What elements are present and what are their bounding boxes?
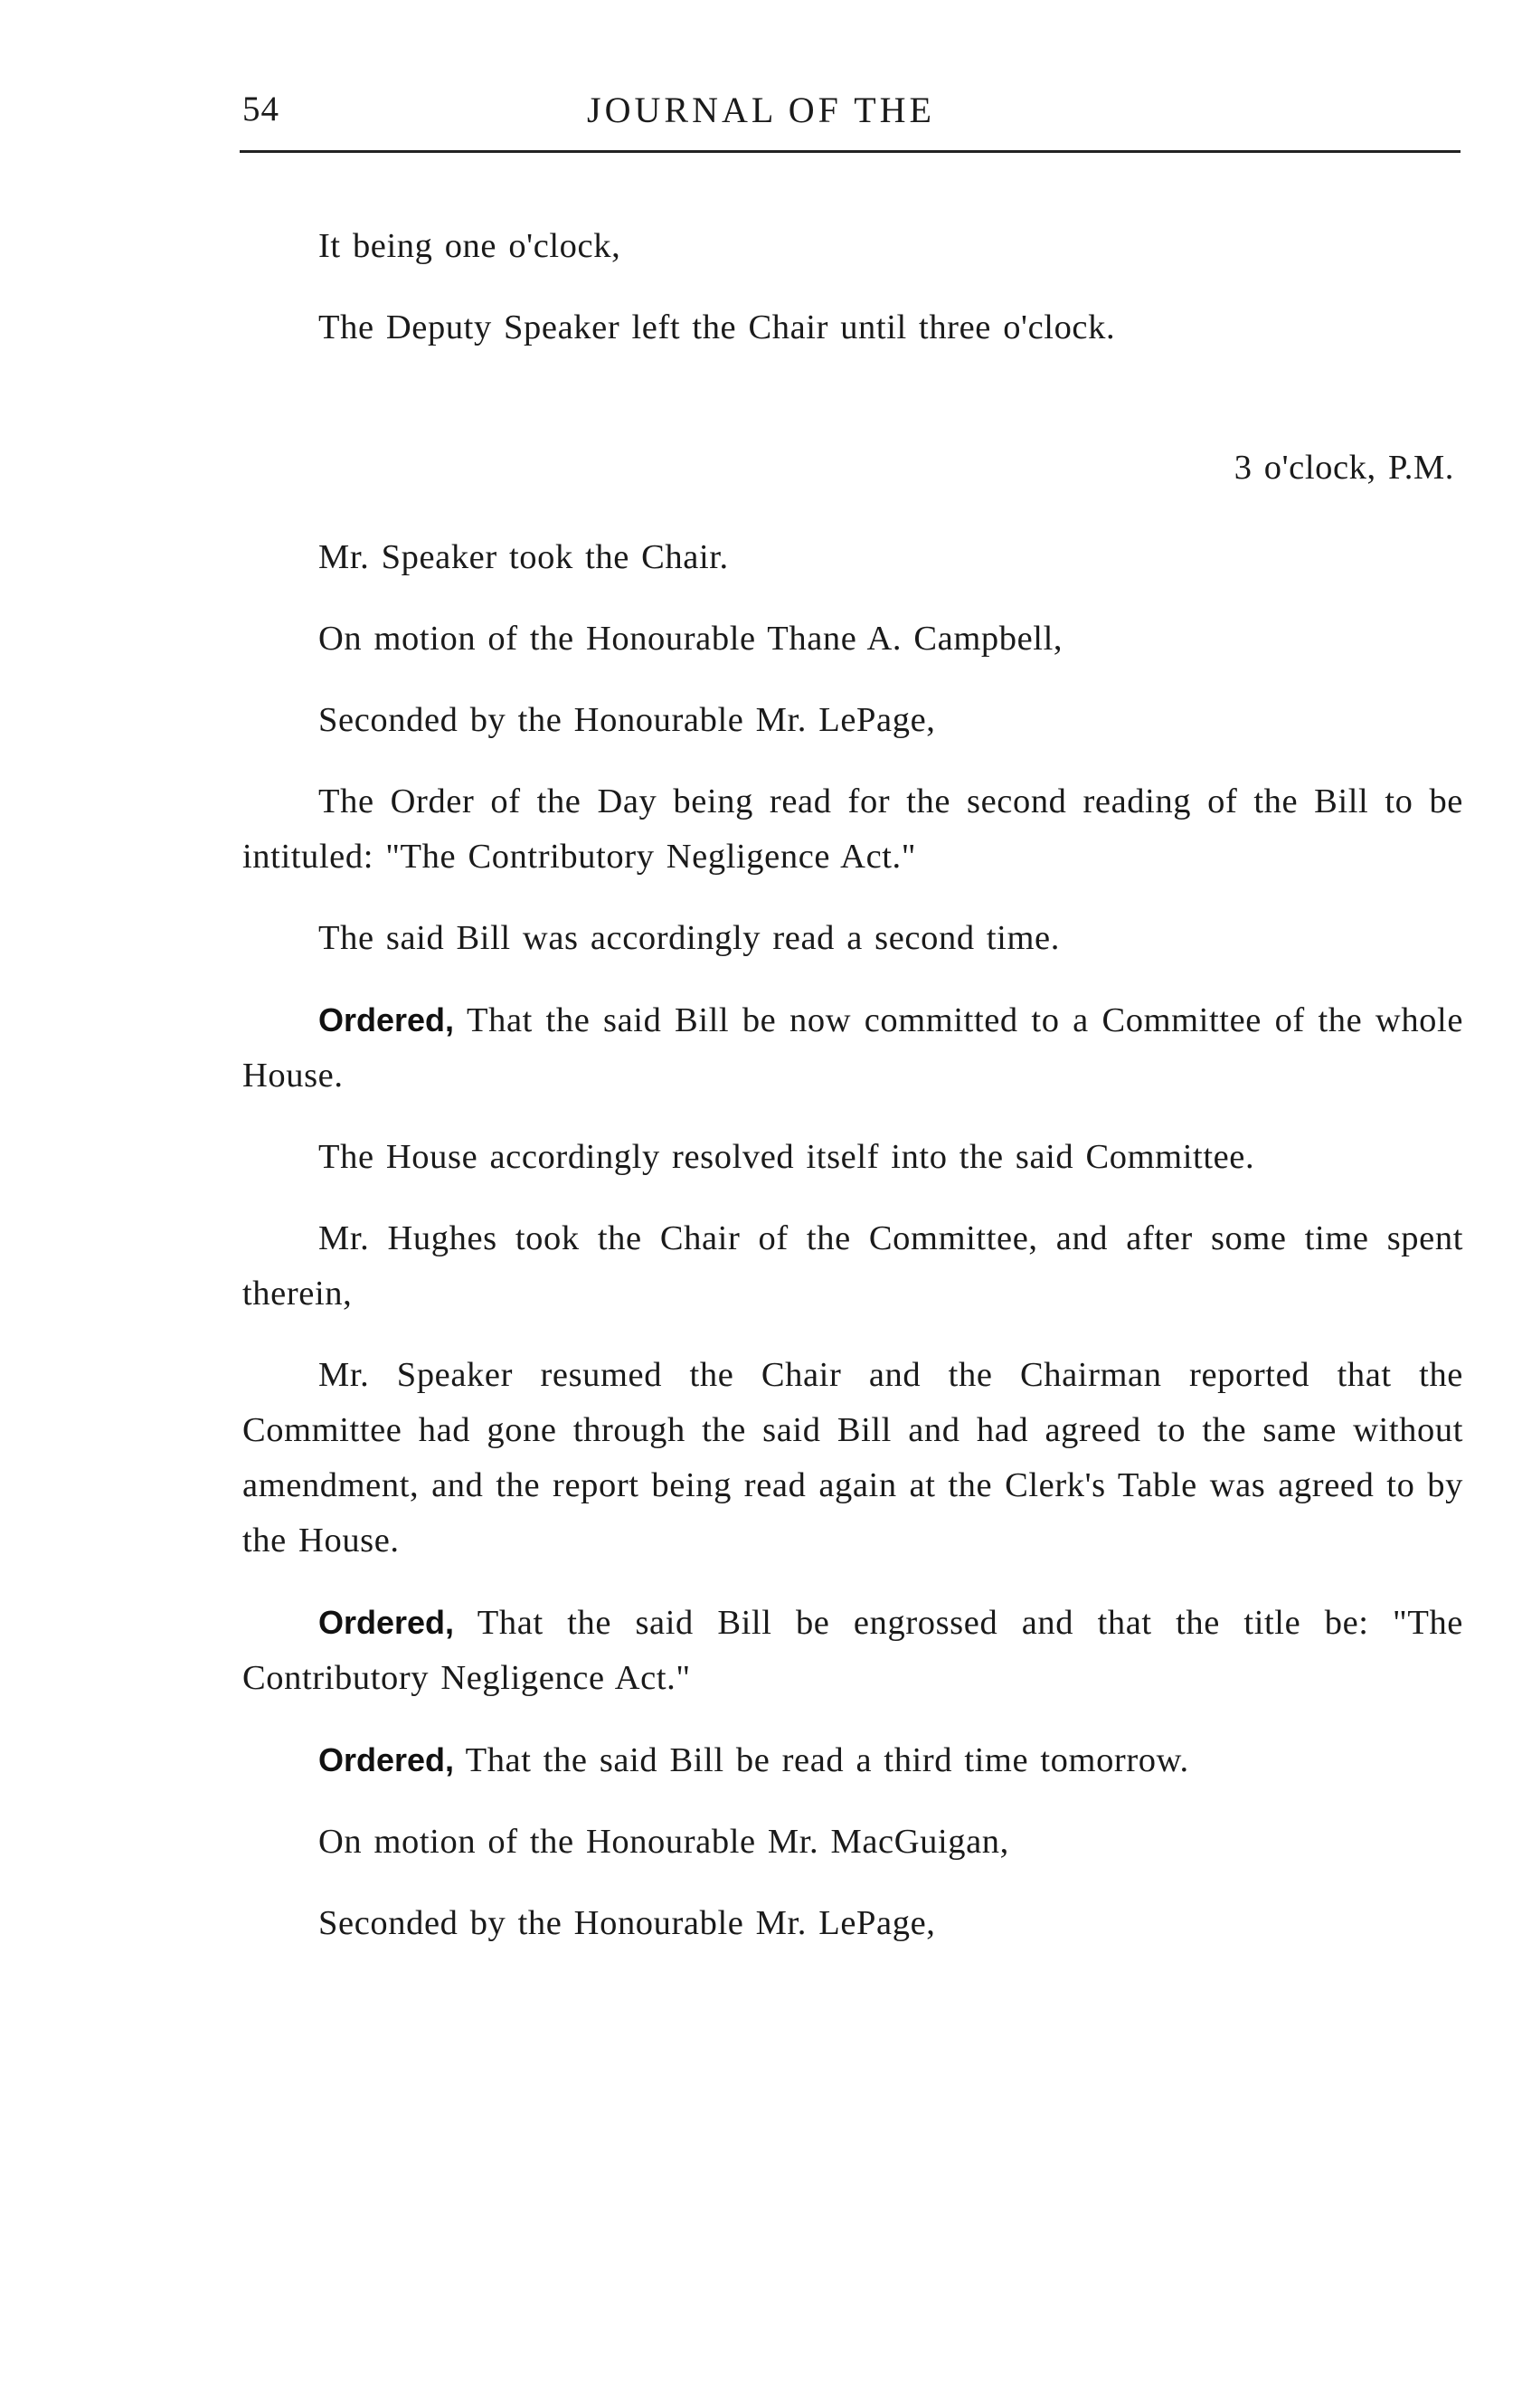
paragraph-ordered-engrossed — [242, 1595, 1463, 1706]
paragraph-seconded-lepage: Seconded by the Honourable Mr. LePage, — [318, 701, 936, 739]
header-rule — [240, 150, 1461, 153]
running-head: JOURNAL OF THE — [587, 90, 935, 130]
paragraph-deputy-speaker: The Deputy Speaker left the Chair until three o'clock. — [318, 308, 1116, 346]
paragraph-speaker-took-chair: Mr. Speaker took the Chair. — [318, 538, 729, 576]
paragraph-ordered-third-reading — [242, 1732, 1463, 1788]
paragraph-chairman-report: Mr. Speaker resumed the Chair and the Chairman reported that the Committee had gone through the said Bill and had agreed to the same without amendment, and the report being read again at the Clerk's Table was agreed to by the House. — [242, 1356, 1463, 1560]
paragraph-house-resolved: The House accordingly resolved itself into the said Committee. — [318, 1138, 1255, 1176]
paragraph-seconded-lepage-2: Seconded by the Honourable Mr. LePage, — [318, 1904, 936, 1942]
ordered-label: Ordered, — [318, 1604, 455, 1641]
paragraph-one-oclock: It being one o'clock, — [318, 227, 621, 265]
journal-body — [242, 219, 1463, 1977]
paragraph-motion-campbell: On motion of the Honourable Thane A. Campbell, — [318, 620, 1064, 658]
page-number: 54 — [242, 90, 279, 128]
ordered-third-reading-text: That the said Bill be read a third time tomorrow. — [465, 1741, 1189, 1779]
ordered-label: Ordered, — [318, 1001, 455, 1038]
paragraph-ordered-committee — [242, 992, 1463, 1104]
time-stamp: 3 o'clock, P.M. — [1234, 449, 1454, 487]
paragraph-hughes-chair: Mr. Hughes took the Chair of the Committee, and after some time spent therein, — [242, 1219, 1463, 1313]
paragraph-second-reading: The said Bill was accordingly read a second time. — [318, 919, 1060, 957]
ordered-engrossed-text: That the said Bill be engrossed and that the title be: "The Contributory Negligence Act." — [242, 1604, 1463, 1697]
paragraph-order-of-day: The Order of the Day being read for the second reading of the Bill to be intituled: "The Contributory Negligence Act." — [242, 782, 1463, 876]
ordered-label: Ordered, — [318, 1741, 455, 1778]
paragraph-motion-macguigan: On motion of the Honourable Mr. MacGuigan, — [318, 1823, 1009, 1861]
ordered-committee-text: That the said Bill be now committed to a Committee of the whole House. — [242, 1001, 1464, 1095]
